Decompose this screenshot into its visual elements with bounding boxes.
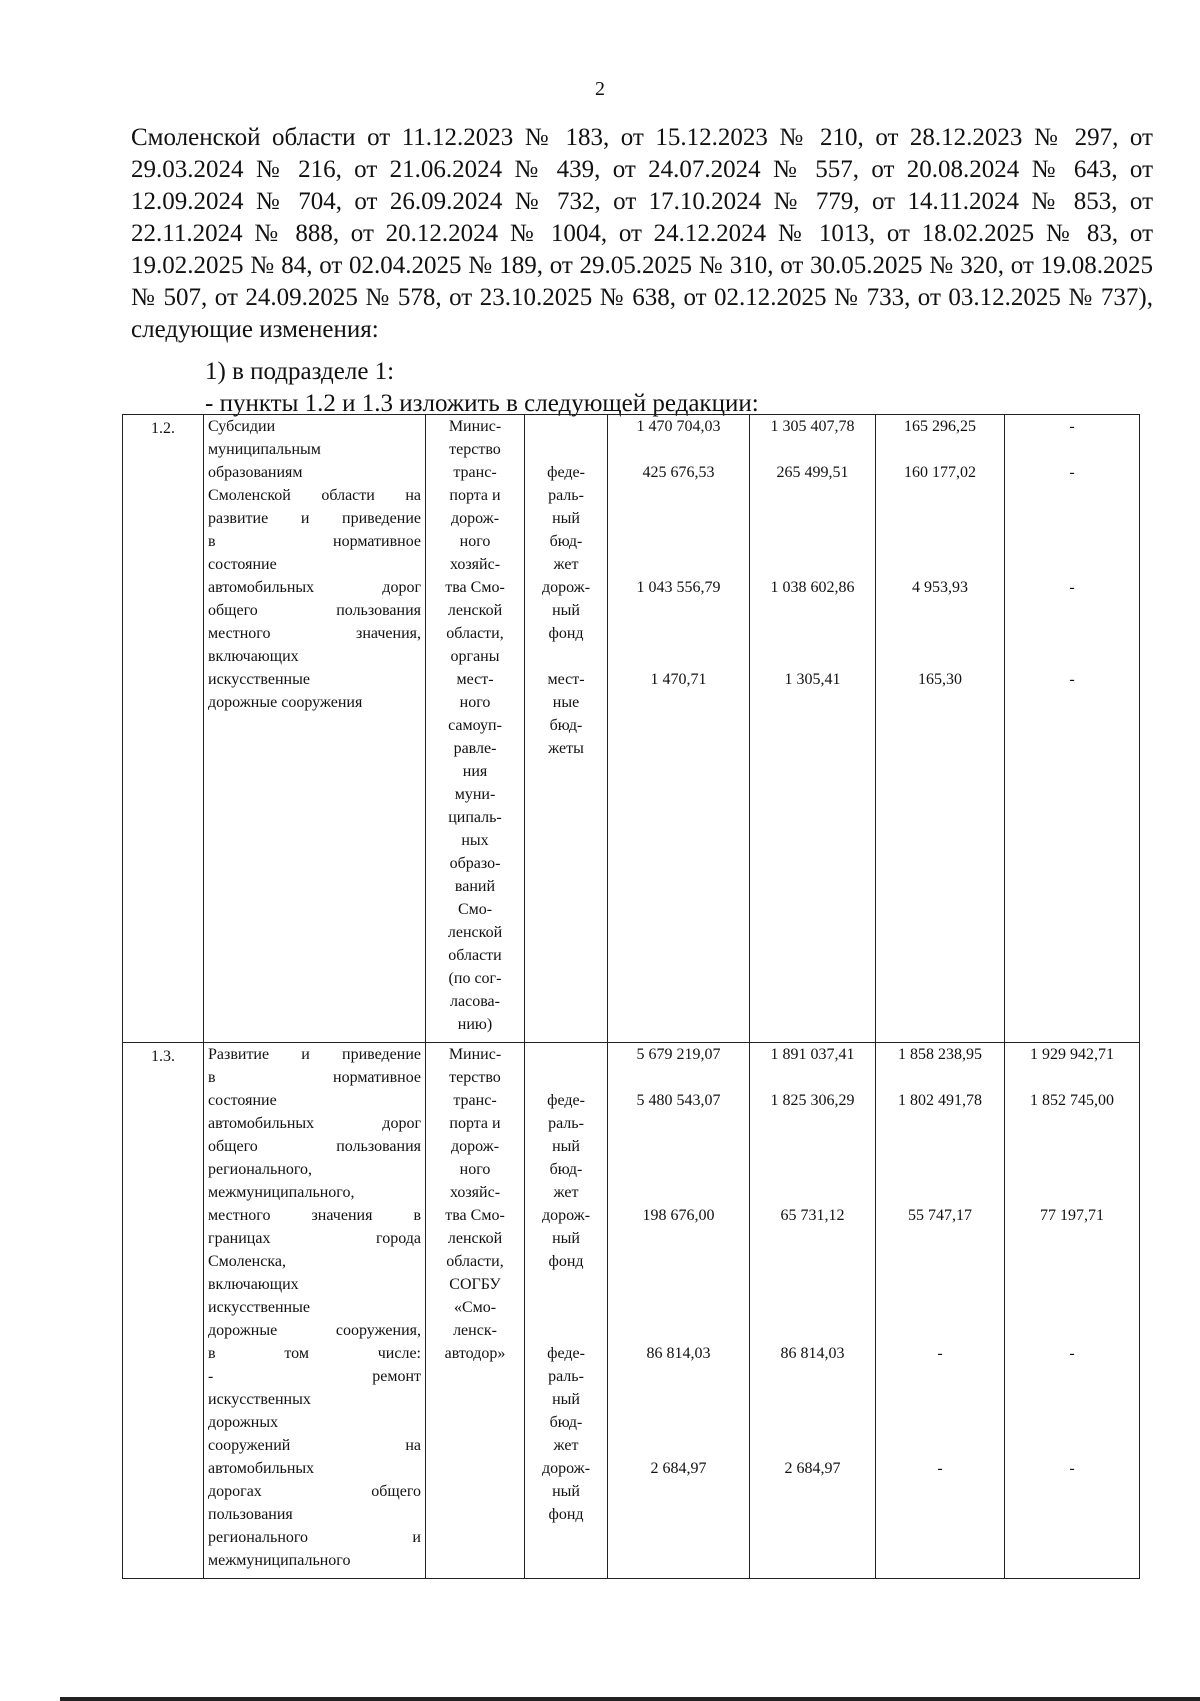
funding-source-line: феде- (547, 1345, 585, 1362)
executor-line: ваний (454, 878, 496, 895)
executor-line: дорож- (450, 1138, 500, 1155)
intro-paragraph: Смоленской области от 11.12.2023 № 183, от 15.12.2023 № 210, от 28.12.2023 № 297, от 29.03.2024 № 216, от 21.06.2024 № 439, от 24.07.2024 № 557, от 20.08.2024 № 643, от 12.09.2024 № 704, от 26.09.2024 № 732, от 17.10.2024 № 779, от 14.11.2024 № 853, от 22.11.2024 № 888, от 20.12.2024 № 1004, от 24.12.2024 № 1013, от 18.02.2025 № 83, от 19.02.2025 № 84, от 02.04.2025 № 189, от 29.05.2025 № 310, от 30.05.2025 № 320, от 19.08.2025 № 507, от 24.09.2025 № 578, от 23.10.2025 № 638, от 02.12.2025 № 733, от 03.12.2025 № 737), следующие изменения: (131, 124, 1153, 343)
funding-source (525, 668, 607, 760)
funding-source-line: дорож- (541, 579, 591, 596)
funding-source-line: феде- (547, 464, 585, 481)
table-row (123, 415, 1140, 1043)
executor-line: дорож- (450, 510, 500, 527)
table-row (123, 1043, 1140, 1579)
funding-source-line: жеты (548, 740, 584, 757)
amount-cell-v3 (876, 1043, 1005, 1579)
amount-cell-v4 (1005, 1043, 1140, 1579)
funding-source (525, 576, 607, 645)
executor-line: равле- (453, 740, 497, 757)
funding-source-line: ный (552, 1483, 580, 1500)
fund-amount: - (937, 1460, 943, 1477)
description-line: сооружений на (208, 1437, 421, 1454)
description-line: границах города (208, 1230, 421, 1247)
description-line: искусственные (208, 1299, 310, 1316)
executor-line: порта и (449, 1115, 501, 1132)
description-line: дорожные сооружения (208, 694, 363, 711)
description-line: включающих (208, 1276, 299, 1293)
executor-line: «Смо- (453, 1299, 497, 1316)
row-description (204, 415, 426, 1043)
description-line: межмуниципального, (208, 1184, 355, 1201)
funding-source-line: фонд (548, 1506, 584, 1523)
page-bottom-rule (60, 1697, 1200, 1701)
fund-amount: 65 731,12 (780, 1207, 845, 1224)
amount-cell-v3 (876, 415, 1005, 1043)
description-line: - ремонт (208, 1368, 421, 1385)
funding-source (525, 1089, 607, 1204)
description-line: состояние (208, 1092, 277, 1109)
funding-source-line: ный (552, 602, 580, 619)
fund-amount: 2 684,97 (784, 1460, 841, 1477)
row-funding-source (525, 415, 608, 1043)
description-line: местного значения, (208, 625, 421, 642)
fund-amount: 1 852 745,00 (1030, 1092, 1114, 1109)
funding-source-line: раль- (548, 487, 584, 504)
total-amount: - (1069, 418, 1075, 435)
description-line: в нормативное (208, 533, 421, 550)
fund-amount: - (1069, 671, 1075, 688)
amount-cell-v2 (750, 1043, 876, 1579)
amount-cell-v1 (608, 415, 750, 1043)
executor-line: ных (461, 832, 489, 849)
row-funding-source (525, 1043, 608, 1579)
amount-cell-v2 (750, 415, 876, 1043)
executor-line: ния (462, 763, 488, 780)
row-executor (426, 1043, 525, 1579)
executor-line: ного (459, 1161, 491, 1178)
executor-line: ленск- (453, 1322, 497, 1339)
fund-amount: 165,30 (918, 671, 962, 688)
description-line: дорожные сооружения, (208, 1322, 421, 1339)
fund-amount: - (1069, 1345, 1075, 1362)
description-line: дорогах общего (208, 1483, 421, 1500)
row-executor (426, 415, 525, 1043)
funding-source-line: ный (552, 1230, 580, 1247)
executor-line: ленской (447, 1230, 503, 1247)
description-line: муниципальным (208, 441, 321, 458)
funding-source-line: ный (552, 1391, 580, 1408)
description-line: включающих (208, 648, 299, 665)
description-line: автомобильных (208, 1460, 315, 1477)
executor-line: ного (459, 694, 491, 711)
fund-amount: 2 684,97 (650, 1460, 707, 1477)
executor-line: порта и (449, 487, 501, 504)
executor-line: ного (459, 533, 491, 550)
funding-source-line: бюд- (549, 1414, 583, 1431)
description-line: местного значения в (208, 1207, 421, 1224)
subsection-item: 1) в подразделе 1: (205, 358, 395, 385)
description-line: Смоленской области на (208, 487, 421, 504)
funding-source (525, 1204, 607, 1273)
description-line: регионального, (208, 1161, 313, 1178)
total-amount: 1 305 407,78 (770, 418, 855, 435)
fund-amount: 1 825 306,29 (770, 1092, 855, 1109)
executor-line: области, (446, 625, 504, 642)
fund-amount: 77 197,71 (1040, 1207, 1104, 1224)
description-line: развитие и приведение (208, 510, 421, 527)
funding-source-line: феде- (547, 1092, 585, 1109)
executor-line: области (448, 947, 502, 964)
executor-line: Минис- (448, 1046, 502, 1063)
executor-line: области, (446, 1253, 504, 1270)
total-amount: 1 929 942,71 (1030, 1046, 1114, 1063)
page-number: 2 (595, 78, 605, 100)
fund-amount: 1 305,41 (784, 671, 841, 688)
executor-line: муни- (454, 786, 496, 803)
executor-line: хозяйс- (449, 556, 501, 573)
funding-source-line: бюд- (549, 533, 583, 550)
funding-source-line: дорож- (541, 1460, 591, 1477)
funding-source (525, 461, 607, 576)
executor-line: автодор» (444, 1345, 506, 1362)
points-statement: - пункты 1.2 и 1.3 изложить в следующей редакции: (205, 390, 759, 417)
description-line: общего пользования (208, 1138, 421, 1155)
executor-line: (по сог- (448, 970, 502, 987)
executor-line: тва Смо- (445, 579, 505, 596)
executor-line: транс- (453, 464, 497, 481)
fund-amount: 86 814,03 (646, 1345, 711, 1362)
description-line: состояние (208, 556, 277, 573)
funding-source-line: ный (552, 510, 580, 527)
executor-line: ленской (447, 924, 503, 941)
executor-line: хозяйс- (449, 1184, 501, 1201)
fund-amount: 4 953,93 (912, 579, 968, 596)
amount-cell-v1 (608, 1043, 750, 1579)
executor-line: тва Смо- (445, 1207, 505, 1224)
description-line: автомобильных дорог (208, 1115, 421, 1132)
description-line: пользования (208, 1506, 293, 1523)
description-line: межмуниципального (208, 1552, 351, 1569)
executor-line: мест- (456, 671, 494, 688)
funding-source-line: ные (552, 694, 580, 711)
fund-amount: - (1069, 579, 1075, 596)
description-line: автомобильных дорог (208, 579, 421, 596)
description-line: Развитие и приведение (208, 1046, 421, 1063)
fund-amount: 160 177,02 (904, 464, 976, 481)
executor-line: терство (449, 1069, 501, 1086)
fund-amount: 55 747,17 (908, 1207, 972, 1224)
funding-source-line: дорож- (541, 1207, 591, 1224)
funding-source-line: мест- (547, 671, 585, 688)
description-line: искусственные (208, 671, 310, 688)
description-line: регионального и (208, 1529, 421, 1546)
row-number: 1.2. (123, 415, 204, 1043)
amount-cell-v4 (1005, 415, 1140, 1043)
description-line: Смоленска, (208, 1253, 286, 1270)
fund-amount: 1 802 491,78 (898, 1092, 982, 1109)
funding-source-line: жет (553, 556, 579, 573)
executor-line: органы (450, 648, 500, 665)
description-line: образованиям (208, 464, 303, 481)
description-line: в нормативное (208, 1069, 421, 1086)
fund-amount: 1 470,71 (650, 671, 707, 688)
executor-line: транс- (453, 1092, 497, 1109)
funding-source-line: фонд (548, 1253, 584, 1270)
total-amount: 5 679 219,07 (636, 1046, 721, 1063)
description-line: в том числе: (208, 1345, 421, 1362)
funding-source-line: жет (553, 1437, 579, 1454)
fund-amount: 1 038 602,86 (770, 579, 855, 596)
row-description (204, 1043, 426, 1579)
description-line: дорожных (208, 1414, 279, 1431)
fund-amount: 86 814,03 (780, 1345, 845, 1362)
funding-source (525, 1342, 607, 1457)
executor-line: образо- (449, 855, 501, 872)
fund-amount: 1 043 556,79 (636, 579, 721, 596)
fund-amount: 198 676,00 (642, 1207, 715, 1224)
funding-source-line: жет (553, 1184, 579, 1201)
funding-source-line: бюд- (549, 1161, 583, 1178)
executor-line: Смо- (457, 901, 493, 918)
fund-amount: 265 499,51 (776, 464, 849, 481)
total-amount: 1 858 238,95 (898, 1046, 982, 1063)
executor-line: ленской (447, 602, 503, 619)
executor-line: терство (449, 441, 501, 458)
row-number: 1.3. (123, 1043, 204, 1579)
funding-source-line: ный (552, 1138, 580, 1155)
executor-line: Минис- (448, 418, 502, 435)
total-amount: 1 470 704,03 (636, 418, 721, 435)
funding-source (525, 1457, 607, 1526)
program-table (122, 414, 1140, 1579)
funding-source-line: фонд (548, 625, 584, 642)
executor-line: нию) (457, 1016, 493, 1033)
total-amount: 165 296,25 (904, 418, 976, 435)
executor-line: ципаль- (448, 809, 502, 826)
description-line: общего пользования (208, 602, 421, 619)
funding-source-line: бюд- (549, 717, 583, 734)
fund-amount: 425 676,53 (642, 464, 715, 481)
fund-amount: - (937, 1345, 943, 1362)
fund-amount: 5 480 543,07 (636, 1092, 721, 1109)
description-line: Субсидии (208, 418, 276, 435)
executor-line: самоуп- (448, 717, 502, 734)
executor-line: СОГБУ (449, 1276, 501, 1293)
executor-line: ласова- (450, 993, 500, 1010)
total-amount: 1 891 037,41 (770, 1046, 855, 1063)
fund-amount: - (1069, 1460, 1075, 1477)
description-line: искусственных (208, 1391, 311, 1408)
funding-source-line: раль- (548, 1115, 584, 1132)
funding-source-line: раль- (548, 1368, 584, 1385)
fund-amount: - (1069, 464, 1075, 481)
